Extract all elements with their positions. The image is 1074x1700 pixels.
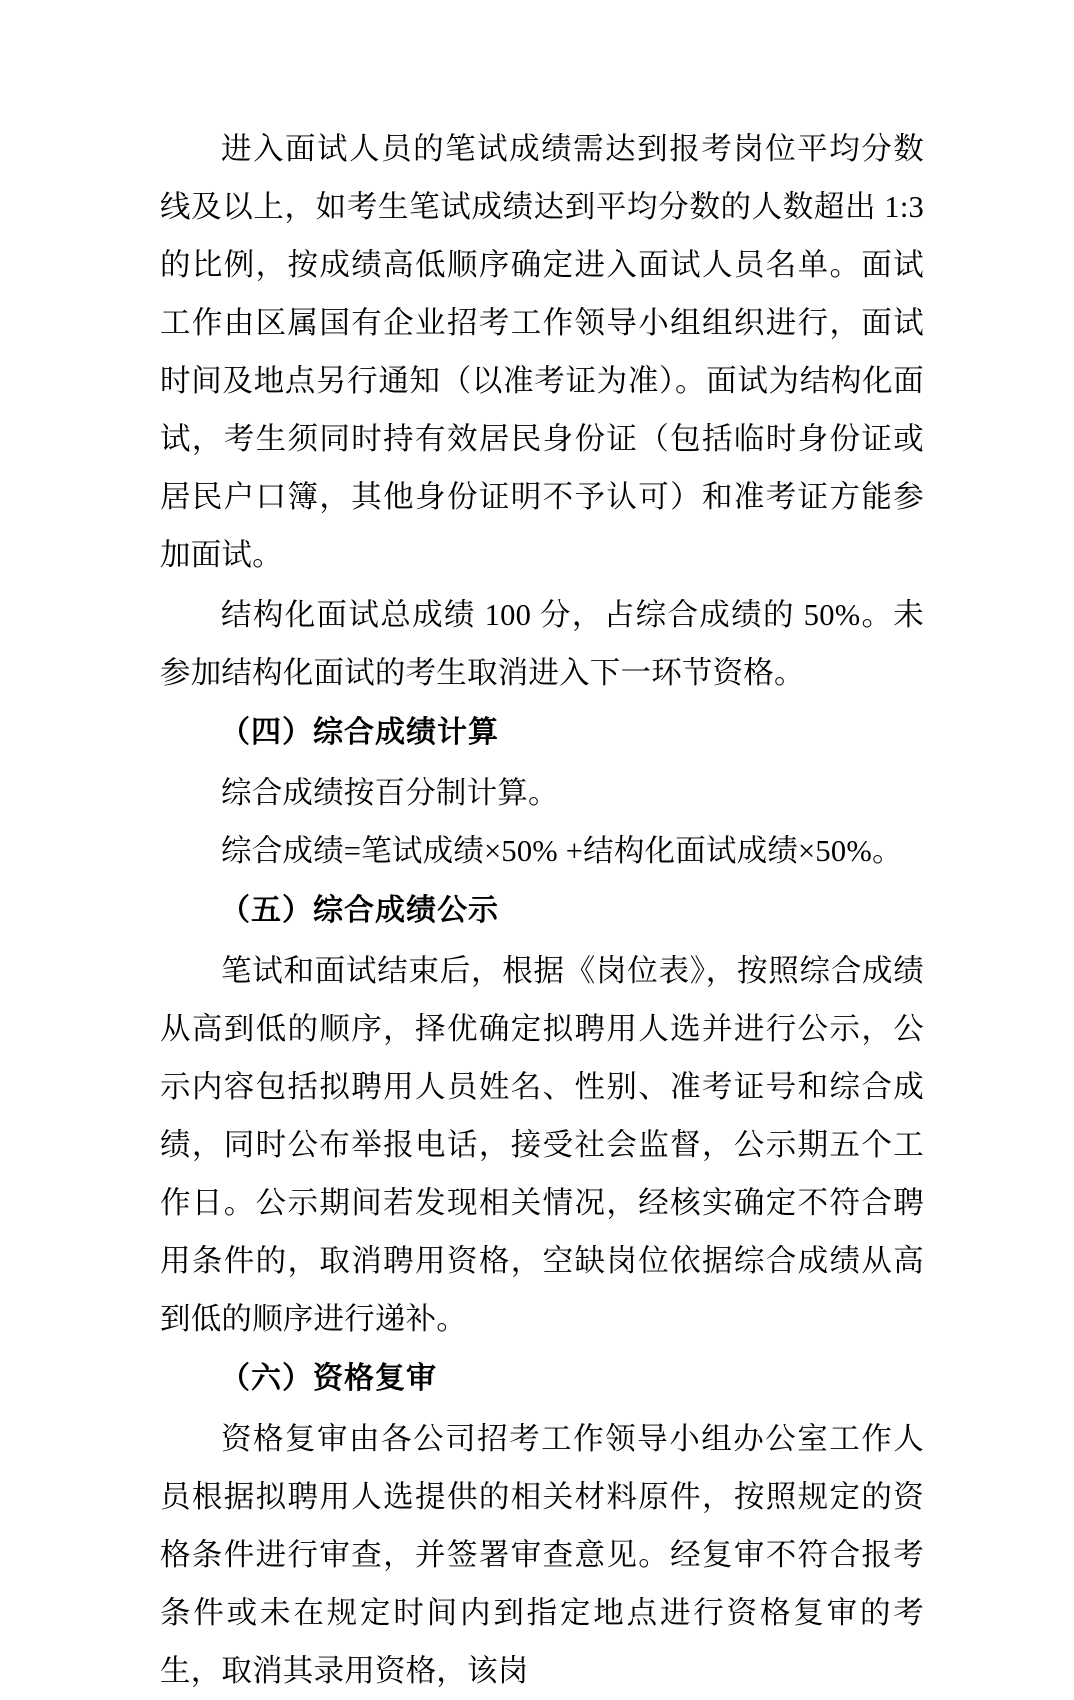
paragraph-score-formula: 综合成绩=笔试成绩×50% +结构化面试成绩×50%。 [221,834,903,868]
heading-qualification-review: （六）资格复审 [220,1361,437,1396]
paragraph-publicity-details: 笔试和面试结束后，根据《岗位表》，按照综合成绩从高到低的顺序，择优确定拟聘用人选并进行公示，公示内容包括拟聘用人员姓名、性别、准考证号和综合成绩，同时公布举报电话，接受社会监督，公示期五个工作日。公示期间若发现相关情况，经核实确定不符合聘用条件的，取消聘用资格，空缺岗位依据综合成绩从高到低的顺序进行递补。 [160,954,924,1336]
heading-comprehensive-score-calculation: （四）综合成绩计算 [220,715,499,750]
heading-comprehensive-score-publicity: （五）综合成绩公示 [220,893,499,928]
paragraph-interview-score: 结构化面试总成绩 100 分，占综合成绩的 50%。未参加结构化面试的考生取消进入下一环节资格。 [160,598,924,690]
document-body [160,120,924,1700]
paragraph-percentage-system: 综合成绩按百分制计算。 [221,776,559,810]
paragraph-qualification-review-details: 资格复审由各公司招考工作领导小组办公室工作人员根据拟聘用人选提供的相关材料原件，按照规定的资格条件进行审查，并签署审查意见。经复审不符合报考条件或未在规定时间内到指定地点进行资格复审的考生，取消其录用资格，该岗 [160,1422,924,1688]
paragraph-interview-entry: 进入面试人员的笔试成绩需达到报考岗位平均分数线及以上，如考生笔试成绩达到平均分数的人数超出 1:3 的比例，按成绩高低顺序确定进入面试人员名单。面试工作由区属国有企业招考工作领导小组组织进行，面试时间及地点另行通知（以准考证为准）。面试为结构化面试，考生须同时持有效居民身份证（包括临时身份证或居民户口簿，其他身份证明不予认可）和准考证方能参加面试。 [160,132,924,572]
